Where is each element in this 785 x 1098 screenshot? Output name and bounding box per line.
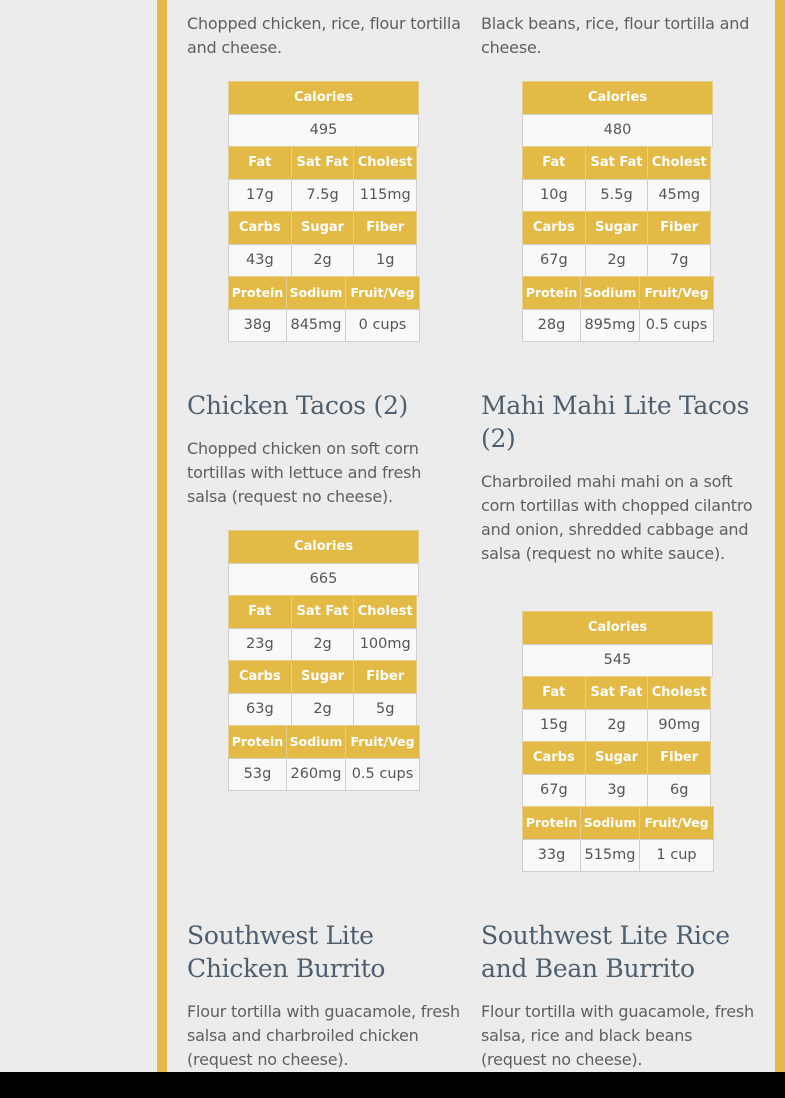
carbs-value: 67g bbox=[522, 244, 586, 278]
fruit-veg-header: Fruit/Veg bbox=[639, 806, 714, 840]
fiber-header: Fiber bbox=[353, 660, 417, 694]
sugar-value: 3g bbox=[585, 774, 649, 808]
fat-value: 15g bbox=[522, 709, 586, 743]
protein-value: 28g bbox=[522, 309, 581, 343]
sugar-value: 2g bbox=[291, 693, 355, 727]
fiber-header: Fiber bbox=[647, 211, 711, 245]
right-accent-border bbox=[775, 0, 785, 1072]
protein-header: Protein bbox=[228, 725, 287, 759]
sat-fat-header: Sat Fat bbox=[291, 595, 355, 629]
item-description: Black beans, rice, flour tortilla and cheese. bbox=[481, 14, 750, 57]
sugar-value: 2g bbox=[291, 244, 355, 278]
fruit-veg-value: 0 cups bbox=[345, 309, 420, 343]
menu-item-bean-burrito bbox=[481, 12, 761, 60]
sat-fat-value: 7.5g bbox=[291, 179, 355, 213]
cholest-value: 90mg bbox=[647, 709, 711, 743]
sat-fat-value: 2g bbox=[585, 709, 649, 743]
carbs-header: Carbs bbox=[228, 660, 292, 694]
protein-header: Protein bbox=[522, 276, 581, 310]
sodium-header: Sodium bbox=[580, 276, 640, 310]
fiber-header: Fiber bbox=[647, 741, 711, 775]
sat-fat-value: 5.5g bbox=[585, 179, 649, 213]
protein-header: Protein bbox=[522, 806, 581, 840]
fruit-veg-value: 0.5 cups bbox=[345, 758, 420, 792]
sodium-value: 895mg bbox=[580, 309, 640, 343]
bottom-black-bar bbox=[0, 1072, 785, 1098]
item-description: Flour tortilla with guacamole, fresh salsa and charbroiled chicken (request no cheese). bbox=[187, 1002, 460, 1069]
calories-value: 665 bbox=[228, 563, 419, 597]
sugar-header: Sugar bbox=[585, 211, 649, 245]
carbs-value: 63g bbox=[228, 693, 292, 727]
nutrition-table bbox=[229, 82, 421, 342]
sugar-value: 2g bbox=[585, 244, 649, 278]
item-title: Mahi Mahi Lite Tacos (2) bbox=[481, 391, 749, 453]
protein-value: 53g bbox=[228, 758, 287, 792]
menu-item-chicken-burrito bbox=[187, 12, 467, 60]
calories-header: Calories bbox=[522, 81, 713, 115]
cholest-value: 115mg bbox=[353, 179, 417, 213]
item-description: Flour tortilla with guacamole, fresh salsa, rice and black beans (request no cheese). bbox=[481, 1002, 754, 1069]
calories-header: Calories bbox=[522, 611, 713, 645]
carbs-header: Carbs bbox=[522, 741, 586, 775]
fat-header: Fat bbox=[522, 146, 586, 180]
sat-fat-header: Sat Fat bbox=[585, 676, 649, 710]
calories-header: Calories bbox=[228, 530, 419, 564]
nutrition-table bbox=[229, 531, 421, 791]
fiber-value: 6g bbox=[647, 774, 711, 808]
nutrition-table bbox=[523, 82, 715, 342]
sodium-value: 845mg bbox=[286, 309, 346, 343]
left-accent-border bbox=[157, 0, 167, 1072]
fat-value: 10g bbox=[522, 179, 586, 213]
sugar-header: Sugar bbox=[291, 211, 355, 245]
calories-value: 545 bbox=[522, 644, 713, 678]
fat-header: Fat bbox=[228, 595, 292, 629]
fruit-veg-header: Fruit/Veg bbox=[639, 276, 714, 310]
item-title: Southwest Lite Rice and Bean Burrito bbox=[481, 921, 730, 983]
sodium-header: Sodium bbox=[580, 806, 640, 840]
fat-header: Fat bbox=[228, 146, 292, 180]
calories-value: 495 bbox=[228, 114, 419, 148]
carbs-header: Carbs bbox=[228, 211, 292, 245]
cholest-header: Cholest bbox=[647, 676, 711, 710]
sodium-header: Sodium bbox=[286, 725, 346, 759]
protein-value: 33g bbox=[522, 839, 581, 873]
cholest-value: 100mg bbox=[353, 628, 417, 662]
protein-header: Protein bbox=[228, 276, 287, 310]
nutrition-table bbox=[523, 612, 715, 872]
item-description: Chopped chicken on soft corn tortillas with lettuce and fresh salsa (request no cheese). bbox=[187, 439, 422, 506]
calories-value: 480 bbox=[522, 114, 713, 148]
sodium-value: 260mg bbox=[286, 758, 346, 792]
carbs-header: Carbs bbox=[522, 211, 586, 245]
cholest-header: Cholest bbox=[353, 146, 417, 180]
sodium-header: Sodium bbox=[286, 276, 346, 310]
sugar-header: Sugar bbox=[291, 660, 355, 694]
cholest-header: Cholest bbox=[647, 146, 711, 180]
fruit-veg-header: Fruit/Veg bbox=[345, 276, 420, 310]
cholest-value: 45mg bbox=[647, 179, 711, 213]
carbs-value: 43g bbox=[228, 244, 292, 278]
sat-fat-value: 2g bbox=[291, 628, 355, 662]
sat-fat-header: Sat Fat bbox=[585, 146, 649, 180]
fiber-value: 5g bbox=[353, 693, 417, 727]
item-title: Southwest Lite Chicken Burrito bbox=[187, 921, 386, 983]
item-description: Chopped chicken, rice, flour tortilla and cheese. bbox=[187, 14, 461, 57]
fat-value: 23g bbox=[228, 628, 292, 662]
fat-value: 17g bbox=[228, 179, 292, 213]
fruit-veg-value: 1 cup bbox=[639, 839, 714, 873]
fat-header: Fat bbox=[522, 676, 586, 710]
protein-value: 38g bbox=[228, 309, 287, 343]
fruit-veg-value: 0.5 cups bbox=[639, 309, 714, 343]
fruit-veg-header: Fruit/Veg bbox=[345, 725, 420, 759]
calories-header: Calories bbox=[228, 81, 419, 115]
fiber-value: 7g bbox=[647, 244, 711, 278]
menu-item-southwest-chicken-burrito bbox=[187, 919, 467, 1072]
fiber-value: 1g bbox=[353, 244, 417, 278]
menu-item-chicken-tacos bbox=[187, 389, 467, 509]
sugar-header: Sugar bbox=[585, 741, 649, 775]
sat-fat-header: Sat Fat bbox=[291, 146, 355, 180]
item-title: Chicken Tacos (2) bbox=[187, 391, 408, 420]
carbs-value: 67g bbox=[522, 774, 586, 808]
menu-item-mahi-mahi-tacos bbox=[481, 389, 761, 566]
menu-item-southwest-rice-bean-burrito bbox=[481, 919, 761, 1072]
item-description: Charbroiled mahi mahi on a soft corn tortillas with chopped cilantro and onion, shredded cabbage and salsa (request no white sauce). bbox=[481, 472, 753, 563]
cholest-header: Cholest bbox=[353, 595, 417, 629]
sodium-value: 515mg bbox=[580, 839, 640, 873]
fiber-header: Fiber bbox=[353, 211, 417, 245]
